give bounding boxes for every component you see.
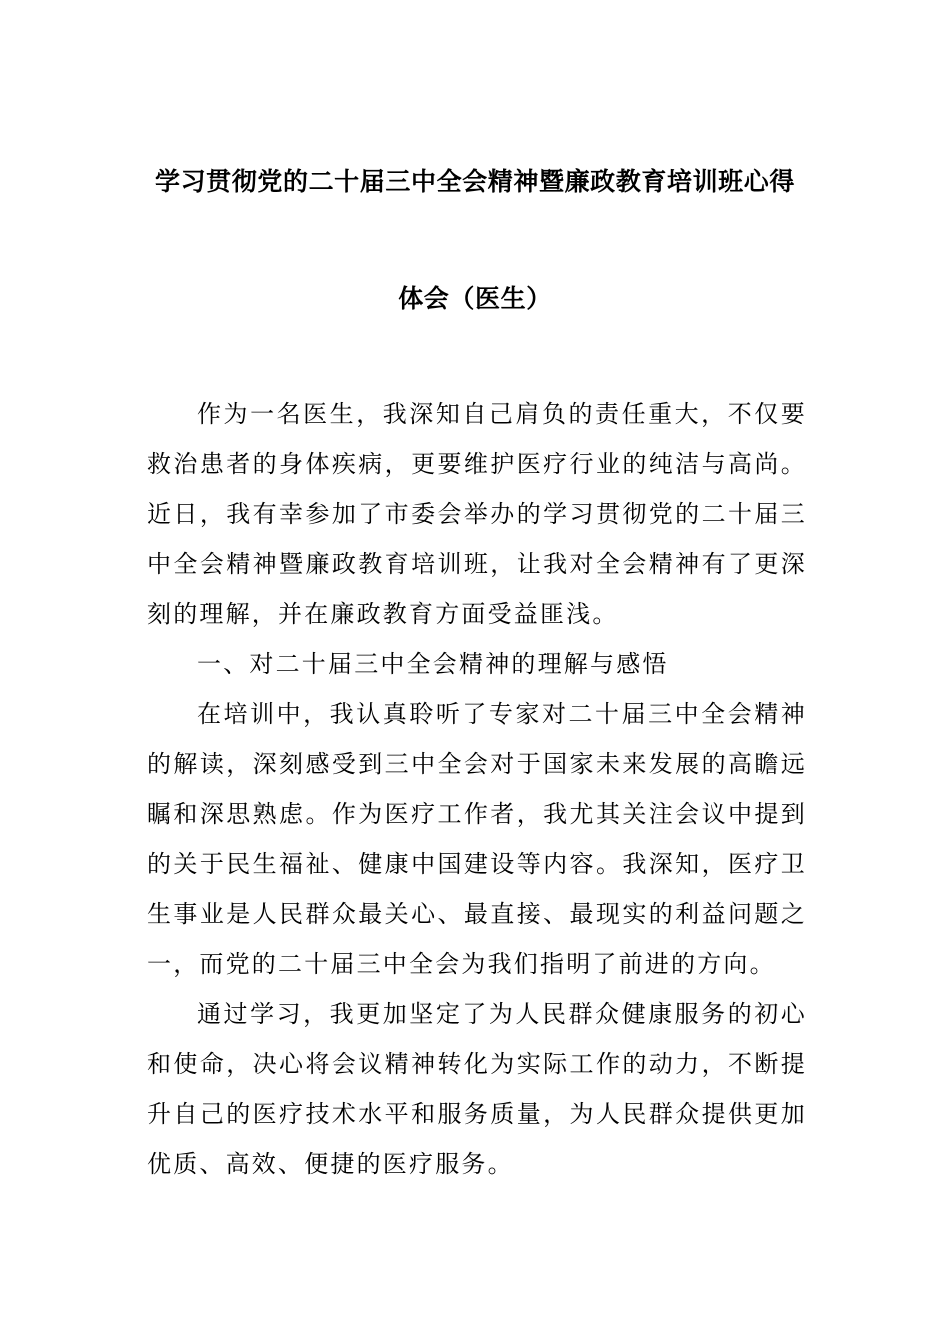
paragraph-commitment: 通过学习，我更加坚定了为人民群众健康服务的初心和使命，决心将会议精神转化为实际工作的动力，不断提升自己的医疗技术水平和服务质量，为人民群众提供更加优质、高效、便捷的医疗服务。 bbox=[147, 1000, 807, 1178]
document-body bbox=[147, 389, 807, 1189]
paragraph-intro: 作为一名医生，我深知自己肩负的责任重大，不仅要救治患者的身体疾病，更要维护医疗行业的纯洁与高尚。近日，我有幸参加了市委会举办的学习贯彻党的二十届三中全会精神暨廉政教育培训班，让我对全会精神有了更深刻的理解，并在廉政教育方面受益匪浅。 bbox=[147, 400, 807, 628]
document-title-line-2: 体会（医生） bbox=[398, 284, 552, 313]
paragraph-understanding: 在培训中，我认真聆听了专家对二十届三中全会精神的解读，深刻感受到三中全会对于国家未来发展的高瞻远瞩和深思熟虑。作为医疗工作者，我尤其关注会议中提到的关于民生福祉、健康中国建设等内容。我深知，医疗卫生事业是人民群众最关心、最直接、最现实的利益问题之一，而党的二十届三中全会为我们指明了前进的方向。 bbox=[147, 700, 807, 978]
document-title-line-1: 学习贯彻党的二十届三中全会精神暨廉政教育培训班心得 bbox=[154, 167, 795, 196]
section-heading-1: 一、对二十届三中全会精神的理解与感悟 bbox=[197, 650, 669, 678]
